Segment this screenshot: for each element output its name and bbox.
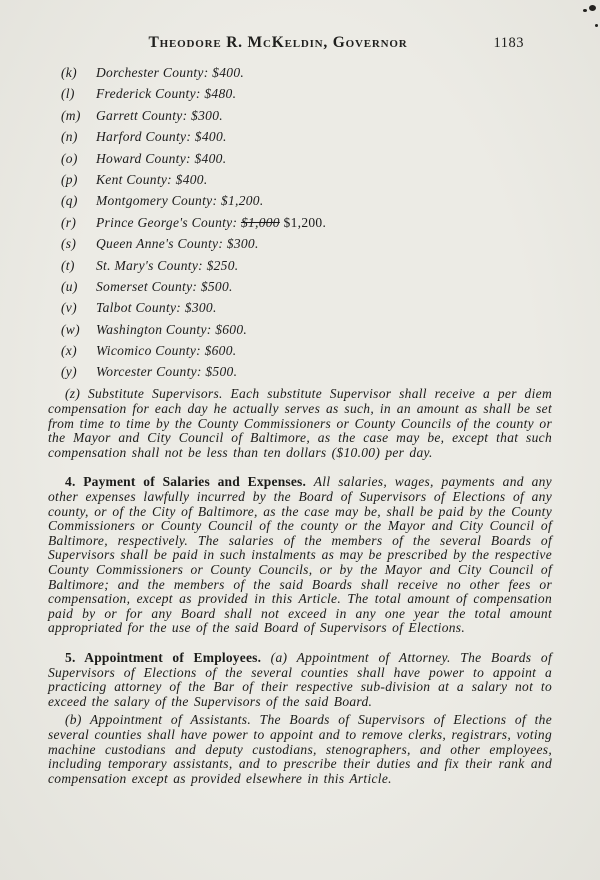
struck-amount: $1,000 — [240, 214, 280, 230]
item-marker: (y) — [61, 364, 77, 380]
item-text: Washington County: $600. — [96, 321, 248, 337]
scan-speck — [595, 24, 598, 27]
county-list-item — [61, 130, 552, 144]
item-marker: (t) — [61, 257, 75, 273]
item-text: Kent County: $400. — [96, 171, 208, 187]
item-marker: (q) — [61, 193, 78, 209]
item-text: Queen Anne's County: $300. — [96, 236, 259, 252]
item-text: Worcester County: $500. — [96, 364, 238, 380]
item-text: Howard County: $400. — [96, 150, 227, 166]
scan-speck — [583, 9, 587, 12]
item-text: Dorchester County: $400. — [96, 65, 245, 80]
item-text: Garrett County: $300. — [96, 107, 223, 123]
item-text: Frederick County: $480. — [96, 86, 237, 102]
county-list-item — [61, 301, 552, 315]
item-text: Wicomico County: $600. — [96, 343, 237, 359]
scan-speck — [589, 5, 596, 11]
item-text: St. Mary's County: $250. — [96, 257, 239, 273]
county-list-item — [61, 280, 552, 294]
paragraph-body: (z) Substitute Supervisors. Each substitute Supervisor shall receive a per diem compensation for each day he actually serves as such, in an amount as shall be set from time to time by the County Commissioners or County Councils of the county or the Mayor and City Council of Baltimore, as the case may be, except that such compensation shall not be less than ten dollars ($10.00) per day. — [48, 386, 552, 460]
section-heading: 4. Payment of Salaries and Expenses. — [65, 474, 314, 490]
body-paragraphs — [48, 387, 552, 786]
county-list-item — [61, 173, 552, 187]
paragraph-sec5b — [48, 713, 552, 786]
item-text: Prince George's County: — [96, 214, 241, 230]
item-marker: (u) — [61, 278, 78, 294]
county-list-item — [61, 323, 552, 337]
item-marker: (m) — [61, 107, 81, 123]
county-list-item — [61, 87, 552, 101]
county-compensation-list — [48, 66, 552, 379]
county-list-item — [61, 66, 552, 80]
page-number: 1183 — [493, 35, 524, 51]
county-list-item — [61, 344, 552, 358]
item-marker: (s) — [61, 236, 77, 252]
paragraph-body: (b) Appointment of Assistants. The Boards of Supervisors of Elections of the several counties shall have power to appoint and to remove clerks, registrars, voting machine custodians and deputy custodians, stenographers, and other employees, including temporary assistants, and to prescribe their duties and fix their rank and compensation except as provided elsewhere in this Article. — [48, 712, 552, 786]
county-list-item — [61, 194, 552, 208]
paragraph-sec4 — [48, 475, 552, 636]
item-text: Montgomery County: $1,200. — [96, 193, 264, 209]
paragraph-body: All salaries, wages, payments and any other expenses lawfully incurred by the Board of Supervisors of Elections of any county, or of the City of Baltimore, as the case may be, shall be paid by the County Commissioners or County Council of the county or the Mayor and City Council of Baltimore, respectively. The salaries of the members of the several Boards of Supervisors shall be paid in such instalments as may be prescribed by the respective County Commissioners or County Councils, or by the Mayor and City Council of Baltimore; and the members of the said Boards shall receive no other fees or compensation, except as provided in this Article. The total amount of compensation paid by or for any Board shall not exceed in any one year the total amount appropriated for the use of the said Board of Supervisors of Elections. — [48, 474, 552, 636]
item-marker: (o) — [61, 150, 78, 166]
county-list-item — [61, 365, 552, 379]
amended-amount: $1,200. — [279, 214, 327, 230]
item-marker: (x) — [61, 343, 77, 359]
item-marker: (r) — [61, 214, 77, 230]
section-heading: 5. Appointment of Employees. — [65, 649, 271, 665]
item-marker: (n) — [61, 129, 78, 145]
item-marker: (w) — [61, 321, 80, 337]
paragraph-z — [48, 387, 552, 460]
item-marker: (k) — [61, 65, 77, 80]
county-list-item — [61, 237, 552, 251]
item-marker: (l) — [61, 86, 75, 102]
item-marker: (v) — [61, 300, 77, 316]
running-title: Theodore R. McKeldin, Governor — [148, 34, 408, 51]
paragraph-body: (a) Appointment of Attorney. The Boards of Supervisors of Elections of the several counties shall have power to appoint a practicing attorney of the Bar of their respective sub-division at a salary not to exceed the salary of the Supervisors of the said Board. — [48, 649, 552, 709]
page-header — [48, 34, 552, 54]
county-list-item — [61, 216, 552, 230]
county-list-item — [61, 259, 552, 273]
item-text: Somerset County: $500. — [96, 278, 233, 294]
item-marker: (p) — [61, 171, 78, 187]
item-text: Talbot County: $300. — [96, 300, 217, 316]
item-text: Harford County: $400. — [96, 129, 227, 145]
county-list-item — [61, 152, 552, 166]
paragraph-sec5a — [48, 651, 552, 709]
county-list-item — [61, 109, 552, 123]
